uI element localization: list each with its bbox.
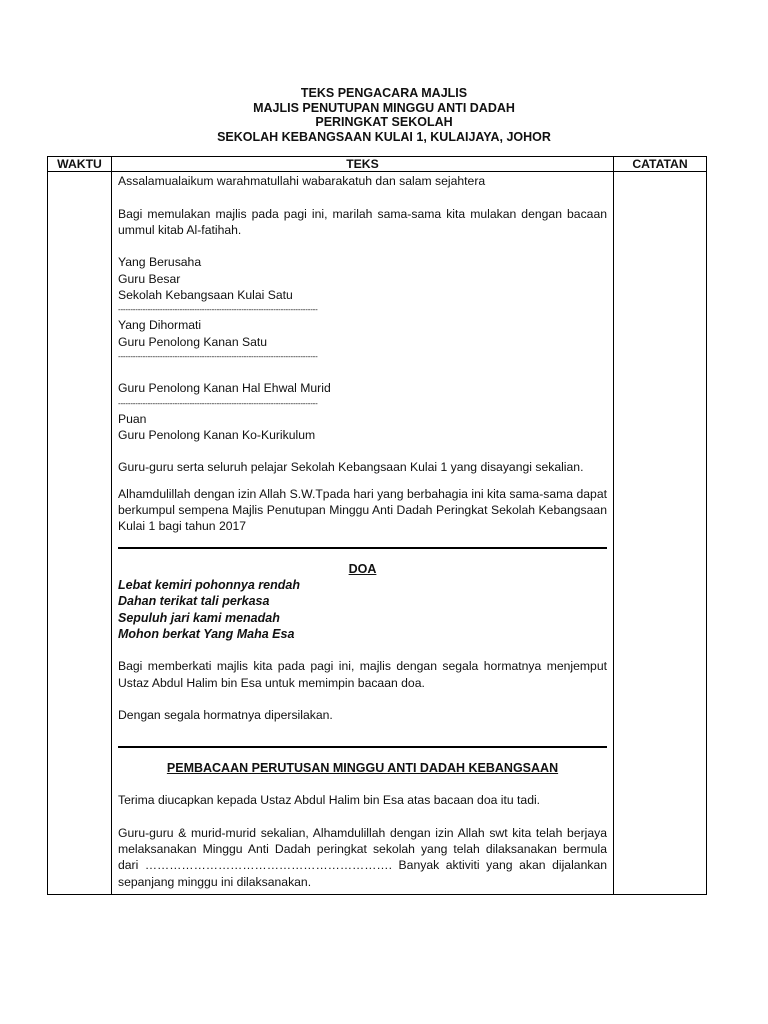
column-header-catatan: CATATAN [614,157,707,172]
document-header [0,86,768,144]
opening-text: Bagi memulakan majlis pada pagi ini, marilah sama-sama kita mulakan dengan bacaan ummul kitab Al-fatihah. [118,206,607,237]
poem-line-4: Mohon berkat Yang Maha Esa [118,626,295,641]
column-header-waktu: WAKTU [48,157,112,172]
catatan-cell [614,172,707,895]
section-divider [118,547,607,549]
terima-kasih-text: Terima diucapkan kepada Ustaz Abdul Halim bin Esa atas bacaan doa itu tadi. [118,793,541,808]
header-line-2: MAJLIS PENUTUPAN MINGGU ANTI DADAH [253,100,515,115]
address-4-line-1: Puan [118,411,147,426]
address-3-line: Guru Penolong Kanan Hal Ehwal Murid [118,381,331,396]
guru-murid-text: Guru-guru & murid-murid sekalian, Alhamdulillah dengan izin Allah swt kita telah berjaya melaksanakan Minggu Anti Dadah peringkat sekolah yang telah dilaksanakan bermula dari ……………………………………………………. Banyak aktiviti yang akan dijalankan sepanjang minggu ini dilaksanakan. [118,825,607,889]
table-header-row [48,157,707,172]
guru-pelajar-text: Guru-guru serta seluruh pelajar Sekolah Kebangsaan Kulai 1 yang disayangi sekalian. [118,460,584,475]
poem-line-2: Dahan terikat tali perkasa [118,594,270,609]
address-2-line-1: Yang Dihormati [118,318,202,333]
address-1-line-2: Guru Besar [118,271,181,286]
column-header-teks: TEKS [112,157,614,172]
script-table [47,156,707,895]
address-1-line-1: Yang Berusaha [118,255,202,270]
header-line-1: TEKS PENGACARA MAJLIS [300,86,468,100]
section-divider [118,746,607,748]
doa-title: DOA [348,561,377,576]
dash-separator: --------------------------------------------------------------------------------- [118,351,318,361]
teks-cell [112,172,614,895]
doa-invite-text: Bagi memberkati majlis kita pada pagi ini, majlis dengan segala hormatnya menjemput Ustaz Abdul Halim bin Esa untuk memimpin bacaan doa. [118,659,607,690]
greeting-text: Assalamualaikum warahmatullahi wabarakatuh dan salam sejahtera [118,174,486,188]
poem-line-1: Lebat kemiri pohonnya rendah [118,577,300,592]
dipersilakan-text: Dengan segala hormatnya dipersilakan. [118,708,333,723]
address-4-line-2: Guru Penolong Kanan Ko-Kurikulum [118,427,316,442]
alhamdulillah-text: Alhamdulillah dengan izin Allah S.W.Tpada hari yang berbahagia ini kita sama-sama dapat berkumpul sempena Majlis Penutupan Minggu Anti Dadah Peringkat Sekolah Kebangsaan Kulai 1 bagi tahun 2017 [118,486,607,534]
address-2-line-2: Guru Penolong Kanan Satu [118,334,268,349]
dash-separator: --------------------------------------------------------------------------------- [118,398,318,408]
dash-separator: --------------------------------------------------------------------------------- [118,305,318,315]
perutusan-title: PEMBACAAN PERUTUSAN MINGGU ANTI DADAH KEBANGSAAN [166,760,559,775]
table-row [48,172,707,895]
header-line-4: SEKOLAH KEBANGSAAN KULAI 1, KULAIJAYA, JOHOR [217,129,551,144]
waktu-cell [48,172,112,895]
header-line-3: PERINGKAT SEKOLAH [315,115,453,129]
poem-line-3: Sepuluh jari kami menadah [118,610,280,625]
address-1-line-3: Sekolah Kebangsaan Kulai Satu [118,288,293,303]
